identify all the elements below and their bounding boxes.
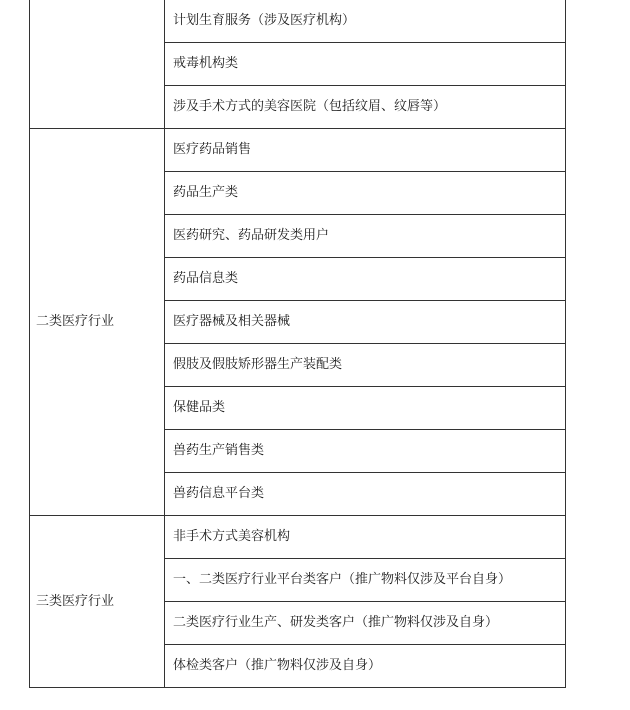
- item-cell: 兽药生产销售类: [165, 430, 566, 473]
- table-row: [30, 516, 566, 559]
- item-cell: 体检类客户（推广物料仅涉及自身）: [165, 645, 566, 688]
- item-cell: 药品信息类: [165, 258, 566, 301]
- table-row: [30, 129, 566, 172]
- category-cell-continued: [30, 0, 165, 129]
- item-cell: 假肢及假肢矫形器生产装配类: [165, 344, 566, 387]
- item-cell: 非手术方式美容机构: [165, 516, 566, 559]
- table-row: [30, 0, 566, 43]
- industry-category-table: [29, 0, 566, 688]
- item-cell: 一、二类医疗行业平台类客户（推广物料仅涉及平台自身）: [165, 559, 566, 602]
- item-cell: 兽药信息平台类: [165, 473, 566, 516]
- item-cell: 戒毒机构类: [165, 43, 566, 86]
- item-cell: 药品生产类: [165, 172, 566, 215]
- item-cell: 医疗药品销售: [165, 129, 566, 172]
- category-cell-class-three: 三类医疗行业: [30, 516, 165, 688]
- item-cell: 计划生育服务（涉及医疗机构）: [165, 0, 566, 43]
- item-cell: 医药研究、药品研发类用户: [165, 215, 566, 258]
- item-cell: 涉及手术方式的美容医院（包括纹眉、纹唇等）: [165, 86, 566, 129]
- item-cell: 医疗器械及相关器械: [165, 301, 566, 344]
- item-cell: 二类医疗行业生产、研发类客户（推广物料仅涉及自身）: [165, 602, 566, 645]
- category-cell-class-two: 二类医疗行业: [30, 129, 165, 516]
- item-cell: 保健品类: [165, 387, 566, 430]
